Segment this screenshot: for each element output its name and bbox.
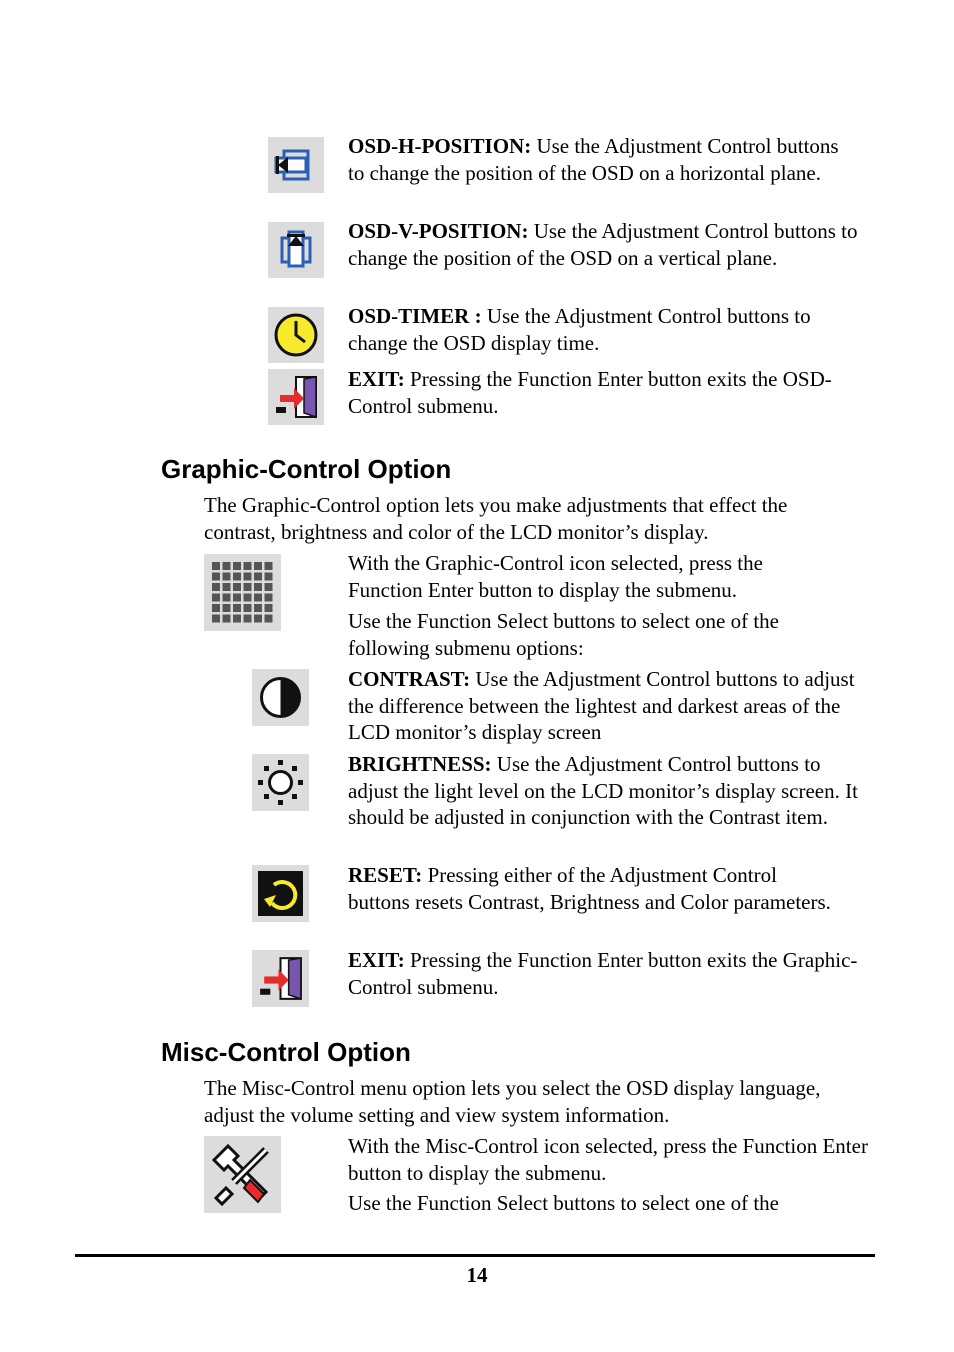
brightness-desc: Use the Adjustment Control buttons to adjust the light level on the LCD monitor’s display screen. It should be adjusted in conjunction with the Contrast item. bbox=[348, 752, 858, 829]
osd-h-position-label: OSD-H-POSITION: bbox=[348, 134, 532, 158]
osd-h-position-desc: Use the Adjustment Control buttons to change the position of the OSD on a horizontal plane. bbox=[348, 134, 839, 185]
osd-exit-text bbox=[348, 366, 858, 419]
contrast-desc: Use the Adjustment Control buttons to adjust the difference between the lightest and darkest areas of the LCD monitor’s display screen bbox=[348, 667, 855, 744]
osd-timer-label: OSD-TIMER : bbox=[348, 304, 482, 328]
osd-v-position-text bbox=[348, 218, 858, 271]
brightness-label: BRIGHTNESS: bbox=[348, 752, 492, 776]
contrast-text bbox=[348, 666, 858, 746]
tools-icon bbox=[204, 1136, 281, 1213]
grid-icon bbox=[204, 554, 281, 631]
reset-icon bbox=[252, 865, 309, 922]
misc-control-intro: The Misc-Control menu option lets you select the OSD display language, adjust the volume setting and view system information. bbox=[204, 1076, 821, 1127]
graphic-exit-desc: Pressing the Function Enter button exits the Graphic-Control submenu. bbox=[348, 948, 858, 999]
reset-desc: Pressing either of the Adjustment Control buttons resets Contrast, Brightness and Color parameters. bbox=[348, 863, 831, 914]
graphic-control-intro: The Graphic-Control option lets you make adjustments that effect the contrast, brightness and color of the LCD monitor’s display. bbox=[204, 493, 788, 544]
clock-icon bbox=[268, 307, 324, 363]
brightness-text bbox=[348, 751, 868, 831]
osd-v-position-label: OSD-V-POSITION: bbox=[348, 219, 529, 243]
osd-timer-desc: Use the Adjustment Control buttons to change the OSD display time. bbox=[348, 304, 811, 355]
contrast-label: CONTRAST: bbox=[348, 667, 471, 691]
reset-text bbox=[348, 862, 838, 915]
graphic-control-heading: Graphic-Control Option bbox=[161, 454, 452, 484]
exit-door-icon bbox=[268, 369, 324, 425]
graphic-control-desc2: Use the Function Select buttons to select one of the following submenu options: bbox=[348, 609, 779, 660]
contrast-icon bbox=[252, 669, 309, 726]
footer-rule bbox=[75, 1254, 875, 1257]
misc-control-heading: Misc-Control Option bbox=[161, 1037, 411, 1067]
osd-h-position-text bbox=[348, 133, 858, 186]
exit-door-icon bbox=[252, 950, 309, 1007]
osd-exit-label: EXIT: bbox=[348, 367, 405, 391]
osd-h-position-icon bbox=[268, 137, 324, 193]
osd-v-position-icon bbox=[268, 222, 324, 278]
osd-timer-text bbox=[348, 303, 858, 356]
osd-v-position-desc: Use the Adjustment Control buttons to change the position of the OSD on a vertical plane. bbox=[348, 219, 858, 270]
graphic-exit-label: EXIT: bbox=[348, 948, 405, 972]
misc-control-desc2: Use the Function Select buttons to select one of the bbox=[348, 1191, 779, 1215]
osd-exit-desc: Pressing the Function Enter button exits the OSD-Control submenu. bbox=[348, 367, 832, 418]
graphic-exit-text bbox=[348, 947, 858, 1000]
brightness-icon bbox=[252, 754, 309, 811]
graphic-control-desc1: With the Graphic-Control icon selected, press the Function Enter button to display the submenu. bbox=[348, 551, 763, 602]
reset-label: RESET: bbox=[348, 863, 423, 887]
page-number: 14 bbox=[466, 1263, 488, 1287]
misc-control-desc1: With the Misc-Control icon selected, press the Function Enter button to display the submenu. bbox=[348, 1134, 868, 1185]
